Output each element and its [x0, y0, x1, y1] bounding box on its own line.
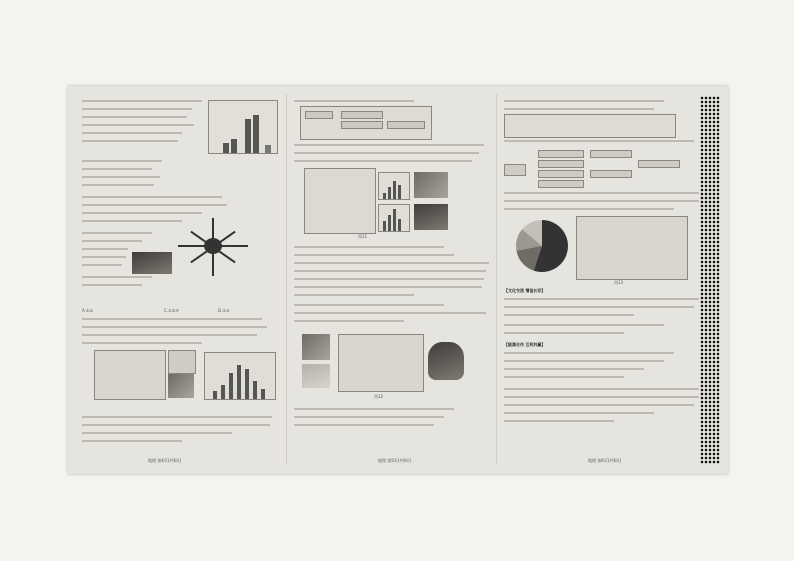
option-d: D.②③: [218, 308, 230, 313]
china-map: [304, 168, 376, 234]
chart-bar: [245, 369, 249, 399]
question-text-line: [82, 100, 202, 102]
question-text-line: [82, 334, 257, 336]
question-text-line: [504, 208, 674, 210]
landscape-photo: [168, 374, 194, 398]
energy-pie-chart: [516, 220, 568, 272]
question-text-line: [294, 144, 484, 146]
russia-map: [576, 216, 688, 280]
question-text-line: [294, 254, 454, 256]
exam-column-middle: [288, 86, 496, 474]
inset-map: [168, 350, 196, 374]
chart-bar: [393, 209, 396, 231]
tree-node: [538, 170, 584, 178]
chart-bar: [221, 385, 225, 399]
question-text-line: [504, 200, 699, 202]
question-text-line: [82, 342, 202, 344]
page-footer: 地理 第4页(共6页): [148, 458, 182, 463]
question-text-line: [82, 160, 162, 162]
options-box: [504, 114, 676, 138]
flow-node: [305, 111, 333, 119]
question-text-line: [82, 132, 182, 134]
question-text-line: [82, 318, 262, 320]
question-text-line: [82, 248, 128, 250]
chart-bar: [265, 145, 271, 153]
question-text-line: [294, 262, 489, 264]
question-text-line: [504, 368, 644, 370]
question-text-line: [504, 298, 699, 300]
option-c: C.①③④: [164, 308, 179, 313]
question-text-line: [504, 314, 634, 316]
cactus-photo: [302, 364, 330, 388]
question-text-line: [82, 184, 154, 186]
tree-node: [538, 150, 584, 158]
column-divider: [496, 94, 497, 464]
question-text-line: [294, 408, 454, 410]
figure-label: 图12: [374, 394, 384, 399]
question-text-line: [504, 306, 694, 308]
question-text-line: [294, 294, 414, 296]
question-text-line: [82, 220, 182, 222]
chart-bar: [229, 373, 233, 399]
exam-column-left: [68, 86, 286, 474]
figure-label: 图11: [358, 234, 368, 239]
chart-bar: [237, 365, 241, 399]
question-text-line: [504, 412, 654, 414]
question-text-line: [504, 376, 624, 378]
chart-bar: [398, 185, 401, 199]
chart-bar: [383, 193, 386, 199]
question-text-line: [294, 286, 482, 288]
chart-bar: [388, 187, 391, 199]
question-text-line: [82, 240, 142, 242]
question-text-line: [82, 116, 187, 118]
figure-label: 图13: [614, 280, 624, 285]
question-text-line: [294, 100, 414, 102]
question-text-line: [82, 424, 270, 426]
railway-network-diagram: [168, 216, 258, 278]
question-text-line: [294, 160, 472, 162]
climate-chart-bottom: [378, 204, 410, 232]
flow-node: [341, 121, 383, 129]
chart-bar: [231, 139, 237, 153]
question-text-line: [504, 324, 664, 326]
mexico-map: [338, 334, 424, 392]
question-text-line: [82, 232, 152, 234]
question-text-line: [82, 108, 192, 110]
question-text-line: [294, 278, 484, 280]
answer-sheet-dot-strip: [700, 96, 720, 464]
chart-bar: [223, 143, 229, 153]
chart-bar: [261, 389, 265, 399]
question-text-line: [504, 140, 694, 142]
climate-chart: [204, 352, 276, 400]
question-text-line: [504, 360, 664, 362]
climate-chart-top: [378, 172, 410, 200]
chart-bar: [383, 221, 386, 231]
tree-root: [504, 164, 526, 176]
pyramid-photo: [302, 334, 330, 360]
question-text-line: [294, 424, 434, 426]
tree-node: [538, 160, 584, 168]
page-footer: 地理 第5页(共6页): [378, 458, 412, 463]
column-divider: [286, 94, 287, 464]
question-text-line: [82, 276, 152, 278]
question-text-line: [82, 176, 160, 178]
chart-bar: [253, 381, 257, 399]
question-text-line: [82, 140, 178, 142]
chart-bar: [388, 215, 391, 231]
question-text-line: [504, 396, 699, 398]
question-text-line: [82, 204, 227, 206]
chart-bar: [213, 391, 217, 399]
exam-sheet: [68, 86, 728, 474]
chart-bar: [393, 181, 396, 199]
page-footer: 地理 第6页(共6页): [588, 458, 622, 463]
question-text-line: [504, 192, 699, 194]
question-text-line: [82, 284, 142, 286]
question-text-line: [82, 196, 222, 198]
question-text-line: [504, 404, 694, 406]
question-text-line: [504, 100, 664, 102]
question-text-line: [82, 124, 194, 126]
flow-diagram: [300, 106, 432, 140]
question-text-line: [82, 416, 272, 418]
question-text-line: [82, 432, 232, 434]
question-text-line: [82, 264, 122, 266]
wetland-photo: [414, 204, 448, 230]
question-text-line: [294, 270, 486, 272]
building-photo: [414, 172, 448, 198]
question-text-line: [504, 108, 654, 110]
question-text-line: [504, 352, 674, 354]
section-heading: 【文化交流 情谊长存】: [504, 288, 546, 293]
question-text-line: [294, 416, 444, 418]
region-map: [94, 350, 166, 400]
question-text-line: [294, 312, 486, 314]
question-text-line: [504, 388, 699, 390]
flow-node: [341, 111, 383, 119]
sombrero-photo: [428, 342, 464, 380]
question-text-line: [504, 332, 624, 334]
question-text-line: [82, 168, 152, 170]
section-heading: 【能源合作 互利共赢】: [504, 342, 546, 347]
question-text-line: [82, 440, 182, 442]
chart-bar: [253, 115, 259, 153]
chart-bar: [398, 219, 401, 231]
chart-bar: [245, 119, 251, 153]
question-text-line: [294, 320, 404, 322]
question-text-line: [294, 246, 444, 248]
tree-node: [590, 170, 632, 178]
tree-node: [590, 150, 632, 158]
train-photo: [132, 252, 172, 274]
question-text-line: [294, 152, 479, 154]
tree-node: [638, 160, 680, 168]
question-text-line: [82, 212, 202, 214]
question-text-line: [294, 304, 444, 306]
population-bar-chart: [208, 100, 278, 154]
question-text-line: [82, 326, 267, 328]
option-a: A.①②: [82, 308, 94, 313]
tree-node: [538, 180, 584, 188]
flow-node: [387, 121, 425, 129]
question-text-line: [82, 256, 126, 258]
question-text-line: [504, 420, 614, 422]
exam-column-right: [498, 86, 714, 474]
